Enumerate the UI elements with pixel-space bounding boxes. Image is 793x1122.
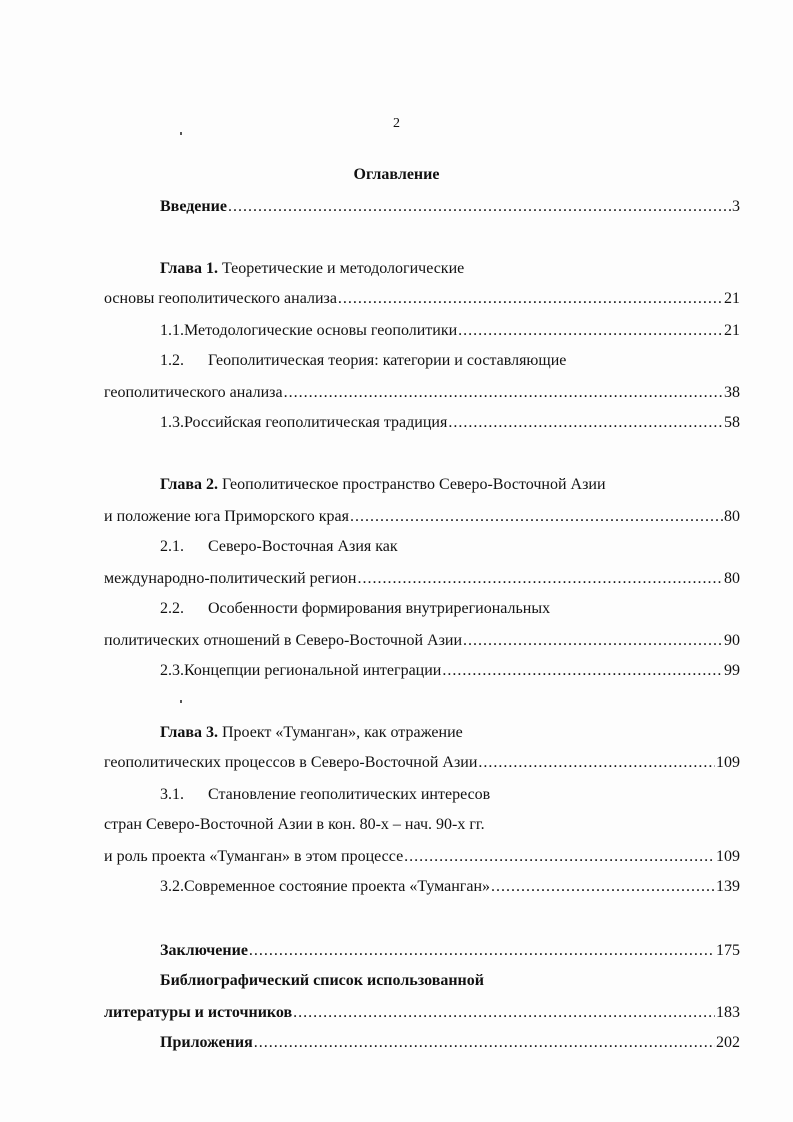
leader-dots — [478, 751, 715, 775]
leader-dots — [357, 567, 723, 591]
leader-dots — [458, 319, 723, 343]
page-number: 2 — [393, 116, 400, 131]
section-3-1-heading[interactable]: 3.1. Становление геополитических интересов — [160, 786, 491, 803]
leader-dots — [350, 505, 723, 529]
toc-entry-appendix[interactable]: Приложения ..... 202 — [160, 1031, 740, 1055]
chapter-1-heading[interactable]: Глава 1. Теоретические и методологические — [160, 260, 465, 277]
leader-dots — [442, 659, 723, 683]
section-1-2[interactable]: геополитического анализа ..... 38 — [104, 381, 740, 405]
bibliography-heading[interactable]: Библиографический список использованной — [160, 972, 484, 989]
leader-dots — [448, 411, 723, 435]
chapter-2-entry[interactable]: и положение юга Приморского края ..... 80 — [104, 505, 740, 529]
leader-dots — [491, 875, 715, 899]
section-2-3[interactable]: 2.3. Концепции региональной интеграции ..... 99 — [160, 659, 740, 683]
section-1-3[interactable]: 1.3. Российская геополитическая традиция ..... 58 — [160, 411, 740, 435]
section-1-1[interactable]: 1.1. Методологические основы геополитики ..... 21 — [160, 319, 740, 343]
chapter-1-entry[interactable]: основы геополитического анализа ..... 21 — [104, 287, 740, 311]
toc-entry-bibliography[interactable]: литературы и источников ..... 183 — [104, 1001, 740, 1025]
section-3-1-line2[interactable]: стран Северо-Восточной Азии в кон. 80-х – нач. 90-х гг. — [104, 816, 485, 833]
leader-dots — [463, 629, 723, 653]
leader-dots — [404, 845, 715, 869]
section-2-2-heading[interactable]: 2.2. Особенности формирования внутрирегиональных — [160, 600, 551, 617]
section-2-2[interactable]: политических отношений в Северо-Восточной Азии ..... 90 — [104, 629, 740, 653]
section-2-1[interactable]: международно-политический регион ..... 80 — [104, 567, 740, 591]
leader-dots — [284, 381, 723, 405]
leader-dots — [249, 939, 715, 963]
scan-speck — [180, 700, 182, 703]
leader-dots — [254, 1031, 715, 1055]
leader-dots — [293, 1001, 715, 1025]
section-2-1-heading[interactable]: 2.1. Северо-Восточная Азия как — [160, 538, 398, 555]
toc-entry-intro[interactable]: Введение ..... 3 — [160, 195, 740, 219]
section-3-1[interactable]: и роль проекта «Туманган» в этом процессе ..... 109 — [104, 845, 740, 869]
chapter-3-heading[interactable]: Глава 3. Проект «Туманган», как отражение — [160, 724, 463, 741]
scan-speck — [180, 132, 182, 135]
section-3-2[interactable]: 3.2. Современное состояние проекта «Туманган» ..... 139 — [160, 875, 740, 899]
chapter-2-heading[interactable]: Глава 2. Геополитическое пространство Северо-Восточной Азии — [160, 476, 606, 493]
toc-entry-conclusion[interactable]: Заключение ..... 175 — [160, 939, 740, 963]
toc-title: Оглавление — [353, 166, 440, 183]
leader-dots — [228, 195, 731, 219]
chapter-3-entry[interactable]: геополитических процессов в Северо-Восточной Азии ..... 109 — [104, 751, 740, 775]
section-1-2-heading[interactable]: 1.2. Геополитическая теория: категории и составляющие — [160, 352, 567, 369]
leader-dots — [338, 287, 723, 311]
